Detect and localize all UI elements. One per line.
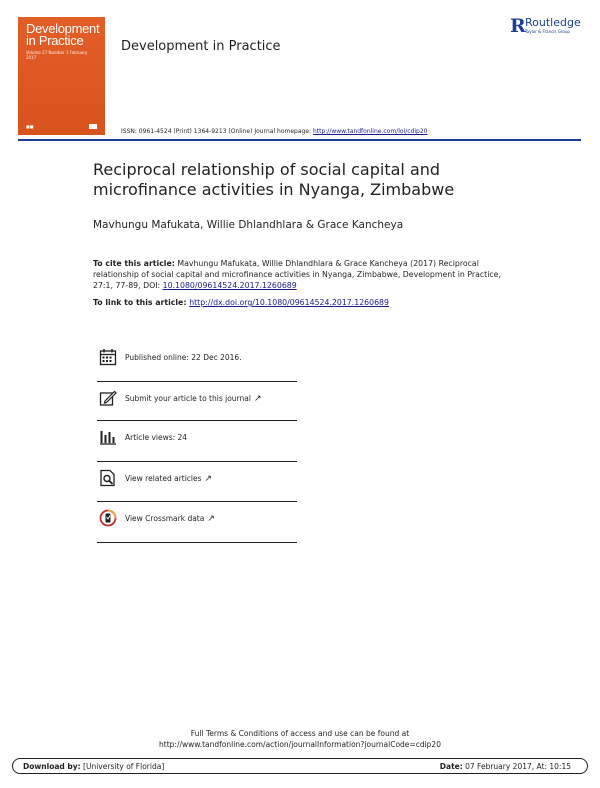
article-authors: Mavhungu Mafukata, Willie Dhlandhlara & Grace Kancheya: [93, 219, 404, 231]
info-divider: [97, 501, 297, 502]
crossmark-icon: [99, 509, 117, 527]
external-link-icon: ↗: [207, 514, 215, 524]
article-doi-url[interactable]: http://dx.doi.org/10.1080/09614524.2017.1260689: [189, 298, 389, 307]
journal-cover-image: [18, 17, 105, 135]
issn-line: [121, 128, 427, 135]
info-divider: [97, 381, 297, 382]
routledge-logo-icon: R: [510, 15, 526, 37]
article-title: [93, 160, 553, 200]
citation-text: Mavhungu Mafukata, Willie Dhlandhlara & Grace Kancheya (2017) Reciprocal relationship of social capital and microfinance activities in Nyanga, Zimbabwe, Development in Practice, 27:1, 77-89, DOI:: [93, 259, 501, 290]
submit-article-row[interactable]: [97, 385, 297, 413]
citation-label: To cite this article:: [93, 259, 175, 268]
terms-notice: [0, 728, 600, 750]
publisher-logo[interactable]: [510, 17, 581, 37]
article-views-text: Article views: 24: [125, 433, 188, 442]
info-divider: [97, 420, 297, 421]
bar-chart-icon: [99, 428, 117, 446]
download-info-bar: [12, 758, 588, 774]
article-link-label: To link to this article:: [93, 298, 190, 307]
article-title-line1: Reciprocal relationship of social capital and: [93, 160, 441, 179]
article-link-line: [93, 298, 389, 307]
terms-line1: Full Terms & Conditions of access and use can be found at: [190, 729, 410, 738]
external-link-icon: ↗: [204, 474, 213, 484]
issn-text: ISSN: 0961-4524 (Print) 1364-9213 (Online) Journal homepage:: [121, 128, 313, 135]
info-divider: [97, 461, 297, 462]
download-date: Date: 07 February 2017, At: 10:15: [439, 762, 571, 771]
cover-subtitle: Volume 27 Number 1 February 2017: [26, 50, 88, 60]
published-online-text: Published online: 22 Dec 2016.: [125, 353, 242, 362]
submit-article-link[interactable]: Submit your article to this journal ↗: [125, 394, 262, 404]
search-document-icon: [99, 469, 117, 487]
cover-title-line2: in Practice: [26, 33, 84, 48]
published-online-row: [97, 344, 297, 372]
cover-footer: ■■: [26, 124, 97, 129]
citation-doi-link[interactable]: 10.1080/09614524.2017.1260689: [162, 281, 297, 290]
downloaded-by: Download by: [University of Florida]: [23, 762, 165, 771]
related-articles-row[interactable]: [97, 465, 297, 493]
related-articles-link[interactable]: View related articles ↗: [125, 474, 213, 484]
publisher-name: Routledge: [525, 16, 581, 29]
crossmark-link[interactable]: View Crossmark data ↗: [125, 514, 215, 524]
citation-block: [93, 258, 523, 291]
article-title-line2: microfinance activities in Nyanga, Zimbabwe: [93, 180, 455, 199]
publisher-tagline: Taylor & Francis Group: [525, 29, 570, 34]
external-link-icon: ↗: [253, 394, 262, 404]
cover-title-line1: Development: [26, 21, 100, 36]
calendar-icon: [99, 348, 117, 366]
article-views-row: [97, 424, 297, 452]
header-divider: [18, 139, 581, 141]
info-divider: [97, 542, 297, 543]
terms-url[interactable]: http://www.tandfonline.com/action/journalInformation?journalCode=cdip20: [159, 740, 441, 749]
edit-icon: [99, 389, 117, 407]
journal-homepage-link[interactable]: http://www.tandfonline.com/loi/cdip20: [312, 128, 428, 135]
journal-title[interactable]: Development in Practice: [121, 39, 281, 54]
crossmark-row[interactable]: [97, 505, 297, 533]
